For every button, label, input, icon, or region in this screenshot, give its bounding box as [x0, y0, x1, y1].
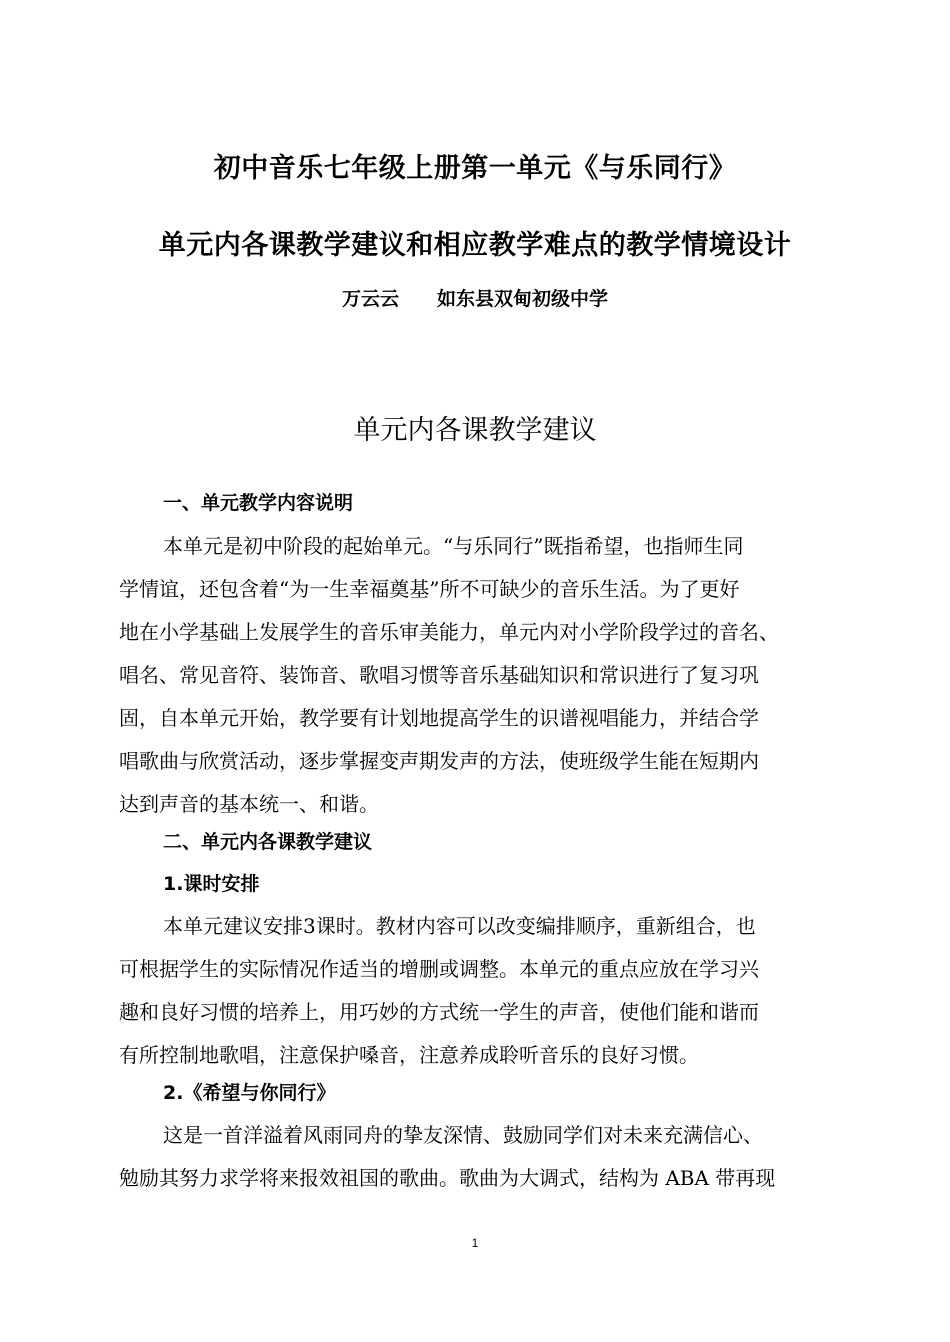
paragraph-line: 唱名、常见音符、装饰音、歌唱习惯等音乐基础知识和常识进行了复习巩 [119, 663, 759, 687]
author-line [0, 284, 950, 311]
paragraph-line: 勉励其努力求学将来报效祖国的歌曲。歌曲为大调式，结构为 ABA 带再现 [119, 1166, 776, 1190]
author-school: 如东县双甸初级中学 [437, 288, 609, 310]
paragraph-line: 趣和良好习惯的培养上，用巧妙的方式统一学生的声音，使他们能和谐而 [119, 1000, 759, 1024]
paragraph-line: 固，自本单元开始，教学要有计划地提高学生的识谱视唱能力，并结合学 [119, 706, 759, 730]
paragraph-line: 本单元建议安排3课时。教材内容可以改变编排顺序，重新组合，也 [163, 914, 756, 938]
subheading-schedule: 1.课时安排 [163, 873, 260, 895]
author-name: 万云云 [341, 288, 399, 310]
document-title-line1: 初中音乐七年级上册第一单元《与乐同行》 [213, 153, 737, 184]
paragraph-line: 本单元是初中阶段的起始单元。“与乐同行”既指希望，也指师生同 [163, 534, 744, 558]
document-title-line2: 单元内各课教学建议和相应教学难点的教学情境设计 [158, 230, 792, 261]
section-title: 单元内各课教学建议 [353, 415, 597, 446]
paragraph-line: 有所控制地歌唱，注意保护嗓音，注意养成聆听音乐的良好习惯。 [119, 1043, 699, 1067]
page-number: 1 [471, 1236, 479, 1250]
paragraph-line: 地在小学基础上发展学生的音乐审美能力，单元内对小学阶段学过的音名、 [119, 620, 779, 644]
paragraph-line: 这是一首洋溢着风雨同舟的挚友深情、鼓励同学们对未来充满信心、 [163, 1123, 763, 1147]
subheading-song: 2.《希望与你同行》 [163, 1082, 336, 1104]
paragraph-line: 可根据学生的实际情况作适当的增删或调整。本单元的重点应放在学习兴 [119, 957, 759, 981]
paragraph-line: 学情谊，还包含着“为一生幸福奠基”所不可缺少的音乐生活。为了更好 [119, 577, 740, 601]
heading-unit-content: 一、单元教学内容说明 [163, 492, 354, 514]
paragraph-line: 唱歌曲与欣赏活动，逐步掌握变声期发声的方法，使班级学生能在短期内 [119, 749, 759, 773]
heading-lesson-suggestions: 二、单元内各课教学建议 [163, 831, 373, 853]
paragraph-line: 达到声音的基本统一、和谐。 [119, 792, 379, 816]
